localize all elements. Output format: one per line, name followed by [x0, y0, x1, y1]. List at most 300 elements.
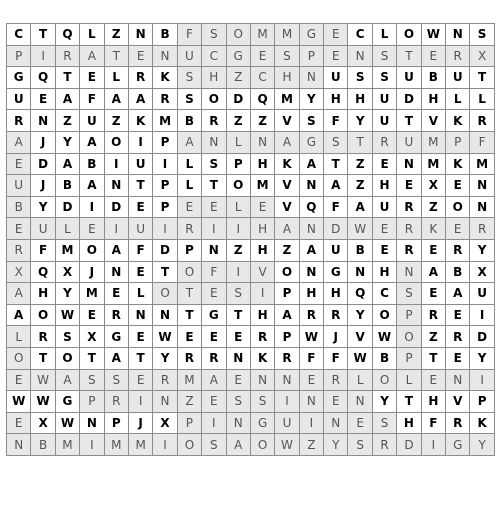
- grid-cell[interactable]: N: [104, 261, 128, 283]
- grid-cell[interactable]: S: [250, 391, 274, 413]
- grid-cell[interactable]: N: [299, 67, 323, 89]
- grid-cell[interactable]: Y: [324, 434, 348, 456]
- grid-cell[interactable]: B: [348, 239, 372, 261]
- grid-cell[interactable]: M: [275, 24, 299, 46]
- grid-cell[interactable]: X: [31, 412, 55, 434]
- grid-cell[interactable]: P: [397, 304, 421, 326]
- grid-cell[interactable]: N: [153, 391, 177, 413]
- grid-cell[interactable]: G: [226, 45, 250, 67]
- grid-cell[interactable]: M: [250, 24, 274, 46]
- grid-cell[interactable]: M: [250, 175, 274, 197]
- grid-cell[interactable]: T: [128, 175, 152, 197]
- grid-cell[interactable]: B: [7, 196, 31, 218]
- grid-cell[interactable]: F: [324, 347, 348, 369]
- grid-cell[interactable]: M: [128, 434, 152, 456]
- grid-cell[interactable]: A: [324, 175, 348, 197]
- grid-cell[interactable]: M: [55, 434, 79, 456]
- grid-cell[interactable]: S: [372, 412, 396, 434]
- grid-cell[interactable]: E: [104, 283, 128, 305]
- grid-cell[interactable]: Z: [250, 110, 274, 132]
- grid-cell[interactable]: Z: [226, 239, 250, 261]
- grid-cell[interactable]: Q: [299, 196, 323, 218]
- grid-cell[interactable]: Y: [470, 434, 494, 456]
- grid-cell[interactable]: M: [153, 110, 177, 132]
- grid-cell[interactable]: T: [80, 347, 104, 369]
- grid-cell[interactable]: E: [446, 347, 470, 369]
- grid-cell[interactable]: H: [348, 88, 372, 110]
- grid-cell[interactable]: L: [80, 24, 104, 46]
- grid-cell[interactable]: J: [31, 175, 55, 197]
- grid-cell[interactable]: Y: [55, 283, 79, 305]
- grid-cell[interactable]: W: [372, 326, 396, 348]
- grid-cell[interactable]: I: [202, 412, 226, 434]
- grid-cell[interactable]: L: [372, 24, 396, 46]
- grid-cell[interactable]: G: [299, 24, 323, 46]
- grid-cell[interactable]: H: [275, 67, 299, 89]
- grid-cell[interactable]: N: [202, 131, 226, 153]
- grid-cell[interactable]: R: [7, 239, 31, 261]
- grid-cell[interactable]: E: [250, 196, 274, 218]
- grid-cell[interactable]: M: [80, 283, 104, 305]
- grid-cell[interactable]: N: [397, 153, 421, 175]
- grid-cell[interactable]: R: [250, 326, 274, 348]
- grid-cell[interactable]: C: [7, 24, 31, 46]
- grid-cell[interactable]: W: [31, 369, 55, 391]
- grid-cell[interactable]: E: [226, 326, 250, 348]
- grid-cell[interactable]: N: [299, 218, 323, 240]
- grid-cell[interactable]: X: [470, 45, 494, 67]
- grid-cell[interactable]: A: [348, 196, 372, 218]
- grid-cell[interactable]: G: [7, 67, 31, 89]
- grid-cell[interactable]: R: [397, 196, 421, 218]
- grid-cell[interactable]: A: [128, 88, 152, 110]
- grid-cell[interactable]: P: [80, 391, 104, 413]
- grid-cell[interactable]: U: [7, 175, 31, 197]
- grid-cell[interactable]: I: [226, 261, 250, 283]
- grid-cell[interactable]: G: [250, 412, 274, 434]
- grid-cell[interactable]: X: [153, 412, 177, 434]
- grid-cell[interactable]: S: [55, 326, 79, 348]
- grid-cell[interactable]: R: [177, 347, 201, 369]
- grid-cell[interactable]: N: [7, 434, 31, 456]
- grid-cell[interactable]: D: [397, 434, 421, 456]
- grid-cell[interactable]: W: [348, 218, 372, 240]
- grid-cell[interactable]: V: [421, 110, 445, 132]
- grid-cell[interactable]: J: [324, 326, 348, 348]
- grid-cell[interactable]: T: [421, 347, 445, 369]
- grid-cell[interactable]: N: [446, 369, 470, 391]
- grid-cell[interactable]: E: [226, 369, 250, 391]
- grid-cell[interactable]: A: [104, 347, 128, 369]
- grid-cell[interactable]: A: [177, 131, 201, 153]
- grid-cell[interactable]: S: [202, 153, 226, 175]
- grid-cell[interactable]: O: [202, 88, 226, 110]
- grid-cell[interactable]: J: [128, 412, 152, 434]
- grid-cell[interactable]: T: [397, 391, 421, 413]
- grid-cell[interactable]: I: [153, 434, 177, 456]
- grid-cell[interactable]: N: [153, 45, 177, 67]
- grid-cell[interactable]: K: [250, 347, 274, 369]
- grid-cell[interactable]: T: [104, 45, 128, 67]
- grid-cell[interactable]: R: [372, 434, 396, 456]
- grid-cell[interactable]: N: [202, 239, 226, 261]
- grid-cell[interactable]: T: [55, 67, 79, 89]
- grid-cell[interactable]: H: [372, 175, 396, 197]
- grid-cell[interactable]: S: [397, 283, 421, 305]
- grid-cell[interactable]: E: [177, 196, 201, 218]
- grid-cell[interactable]: B: [177, 110, 201, 132]
- grid-cell[interactable]: P: [153, 175, 177, 197]
- grid-cell[interactable]: W: [55, 304, 79, 326]
- grid-cell[interactable]: G: [446, 434, 470, 456]
- grid-cell[interactable]: O: [7, 347, 31, 369]
- grid-cell[interactable]: I: [226, 218, 250, 240]
- grid-cell[interactable]: A: [226, 434, 250, 456]
- grid-cell[interactable]: Y: [470, 347, 494, 369]
- grid-cell[interactable]: G: [202, 304, 226, 326]
- grid-cell[interactable]: I: [153, 153, 177, 175]
- grid-cell[interactable]: F: [128, 239, 152, 261]
- grid-cell[interactable]: T: [177, 304, 201, 326]
- grid-cell[interactable]: E: [299, 369, 323, 391]
- grid-cell[interactable]: D: [397, 88, 421, 110]
- grid-cell[interactable]: S: [299, 110, 323, 132]
- grid-cell[interactable]: I: [80, 196, 104, 218]
- grid-cell[interactable]: O: [55, 347, 79, 369]
- grid-cell[interactable]: F: [202, 261, 226, 283]
- grid-cell[interactable]: O: [31, 304, 55, 326]
- grid-cell[interactable]: H: [250, 218, 274, 240]
- grid-cell[interactable]: A: [202, 369, 226, 391]
- grid-cell[interactable]: K: [446, 110, 470, 132]
- grid-cell[interactable]: L: [348, 369, 372, 391]
- grid-cell[interactable]: N: [226, 412, 250, 434]
- grid-cell[interactable]: L: [104, 67, 128, 89]
- grid-cell[interactable]: N: [31, 110, 55, 132]
- grid-cell[interactable]: N: [348, 391, 372, 413]
- grid-cell[interactable]: S: [80, 369, 104, 391]
- grid-cell[interactable]: E: [446, 218, 470, 240]
- grid-cell[interactable]: K: [128, 110, 152, 132]
- grid-cell[interactable]: H: [250, 153, 274, 175]
- grid-cell[interactable]: S: [372, 45, 396, 67]
- grid-cell[interactable]: A: [55, 153, 79, 175]
- grid-cell[interactable]: K: [470, 412, 494, 434]
- grid-cell[interactable]: N: [128, 24, 152, 46]
- grid-cell[interactable]: F: [470, 131, 494, 153]
- grid-cell[interactable]: Z: [421, 196, 445, 218]
- grid-cell[interactable]: E: [7, 369, 31, 391]
- grid-cell[interactable]: Y: [348, 304, 372, 326]
- grid-cell[interactable]: Z: [55, 110, 79, 132]
- grid-cell[interactable]: R: [397, 239, 421, 261]
- grid-cell[interactable]: O: [446, 196, 470, 218]
- grid-cell[interactable]: B: [421, 67, 445, 89]
- grid-cell[interactable]: Z: [177, 391, 201, 413]
- grid-cell[interactable]: C: [348, 24, 372, 46]
- grid-cell[interactable]: A: [80, 45, 104, 67]
- grid-cell[interactable]: E: [128, 45, 152, 67]
- grid-cell[interactable]: Z: [226, 67, 250, 89]
- grid-cell[interactable]: S: [470, 24, 494, 46]
- grid-cell[interactable]: N: [470, 196, 494, 218]
- grid-cell[interactable]: I: [128, 391, 152, 413]
- grid-cell[interactable]: L: [470, 88, 494, 110]
- grid-cell[interactable]: A: [55, 88, 79, 110]
- grid-cell[interactable]: Z: [104, 24, 128, 46]
- grid-cell[interactable]: B: [372, 347, 396, 369]
- grid-cell[interactable]: A: [55, 369, 79, 391]
- grid-cell[interactable]: C: [202, 45, 226, 67]
- grid-cell[interactable]: A: [80, 131, 104, 153]
- grid-cell[interactable]: Z: [348, 175, 372, 197]
- grid-cell[interactable]: V: [250, 261, 274, 283]
- grid-cell[interactable]: C: [250, 67, 274, 89]
- grid-cell[interactable]: N: [153, 304, 177, 326]
- grid-cell[interactable]: D: [31, 153, 55, 175]
- grid-cell[interactable]: R: [470, 218, 494, 240]
- grid-cell[interactable]: N: [324, 412, 348, 434]
- grid-cell[interactable]: D: [324, 218, 348, 240]
- grid-cell[interactable]: N: [250, 131, 274, 153]
- grid-cell[interactable]: S: [348, 434, 372, 456]
- grid-cell[interactable]: T: [324, 153, 348, 175]
- grid-cell[interactable]: M: [104, 434, 128, 456]
- grid-cell[interactable]: D: [104, 196, 128, 218]
- grid-cell[interactable]: K: [446, 153, 470, 175]
- grid-cell[interactable]: L: [226, 131, 250, 153]
- grid-cell[interactable]: Q: [55, 24, 79, 46]
- grid-cell[interactable]: V: [275, 196, 299, 218]
- grid-cell[interactable]: I: [275, 391, 299, 413]
- grid-cell[interactable]: A: [7, 131, 31, 153]
- grid-cell[interactable]: P: [104, 412, 128, 434]
- grid-cell[interactable]: U: [397, 67, 421, 89]
- grid-cell[interactable]: E: [128, 261, 152, 283]
- grid-cell[interactable]: W: [55, 412, 79, 434]
- grid-cell[interactable]: L: [177, 175, 201, 197]
- grid-cell[interactable]: P: [470, 391, 494, 413]
- grid-cell[interactable]: R: [324, 369, 348, 391]
- grid-cell[interactable]: H: [250, 239, 274, 261]
- grid-cell[interactable]: I: [299, 412, 323, 434]
- grid-cell[interactable]: R: [446, 239, 470, 261]
- grid-cell[interactable]: O: [250, 434, 274, 456]
- grid-cell[interactable]: O: [80, 239, 104, 261]
- grid-cell[interactable]: L: [446, 88, 470, 110]
- grid-cell[interactable]: E: [421, 369, 445, 391]
- grid-cell[interactable]: I: [202, 218, 226, 240]
- grid-cell[interactable]: E: [128, 369, 152, 391]
- grid-cell[interactable]: X: [55, 261, 79, 283]
- grid-cell[interactable]: T: [177, 283, 201, 305]
- grid-cell[interactable]: Y: [55, 131, 79, 153]
- grid-cell[interactable]: N: [348, 45, 372, 67]
- grid-cell[interactable]: V: [275, 175, 299, 197]
- grid-cell[interactable]: P: [177, 239, 201, 261]
- grid-cell[interactable]: B: [153, 24, 177, 46]
- grid-cell[interactable]: N: [299, 391, 323, 413]
- grid-cell[interactable]: R: [202, 110, 226, 132]
- grid-cell[interactable]: Z: [421, 326, 445, 348]
- grid-cell[interactable]: A: [299, 239, 323, 261]
- grid-cell[interactable]: J: [80, 261, 104, 283]
- grid-cell[interactable]: E: [324, 391, 348, 413]
- grid-cell[interactable]: E: [128, 326, 152, 348]
- grid-cell[interactable]: U: [7, 88, 31, 110]
- grid-cell[interactable]: U: [324, 239, 348, 261]
- grid-cell[interactable]: D: [55, 196, 79, 218]
- grid-cell[interactable]: M: [421, 153, 445, 175]
- grid-cell[interactable]: Y: [470, 239, 494, 261]
- grid-cell[interactable]: T: [31, 24, 55, 46]
- grid-cell[interactable]: E: [80, 218, 104, 240]
- grid-cell[interactable]: M: [177, 369, 201, 391]
- grid-cell[interactable]: S: [226, 283, 250, 305]
- grid-cell[interactable]: O: [397, 24, 421, 46]
- grid-cell[interactable]: E: [421, 283, 445, 305]
- grid-cell[interactable]: H: [421, 88, 445, 110]
- grid-cell[interactable]: I: [80, 434, 104, 456]
- grid-cell[interactable]: I: [104, 218, 128, 240]
- grid-cell[interactable]: T: [153, 261, 177, 283]
- grid-cell[interactable]: E: [372, 218, 396, 240]
- grid-cell[interactable]: E: [202, 196, 226, 218]
- grid-cell[interactable]: E: [202, 283, 226, 305]
- grid-cell[interactable]: N: [348, 261, 372, 283]
- grid-cell[interactable]: X: [80, 326, 104, 348]
- grid-cell[interactable]: Q: [250, 88, 274, 110]
- grid-cell[interactable]: Z: [275, 239, 299, 261]
- grid-cell[interactable]: E: [421, 239, 445, 261]
- grid-cell[interactable]: Y: [153, 347, 177, 369]
- grid-cell[interactable]: A: [7, 304, 31, 326]
- grid-cell[interactable]: A: [275, 131, 299, 153]
- grid-cell[interactable]: T: [348, 131, 372, 153]
- grid-cell[interactable]: O: [153, 283, 177, 305]
- grid-cell[interactable]: X: [470, 261, 494, 283]
- grid-cell[interactable]: A: [421, 261, 445, 283]
- grid-cell[interactable]: G: [299, 131, 323, 153]
- grid-cell[interactable]: U: [80, 110, 104, 132]
- grid-cell[interactable]: R: [128, 67, 152, 89]
- grid-cell[interactable]: S: [177, 67, 201, 89]
- grid-cell[interactable]: B: [31, 434, 55, 456]
- grid-cell[interactable]: I: [470, 369, 494, 391]
- grid-cell[interactable]: F: [177, 24, 201, 46]
- grid-cell[interactable]: I: [153, 218, 177, 240]
- grid-cell[interactable]: P: [226, 153, 250, 175]
- grid-cell[interactable]: Y: [372, 391, 396, 413]
- grid-cell[interactable]: T: [128, 347, 152, 369]
- grid-cell[interactable]: I: [250, 283, 274, 305]
- grid-cell[interactable]: U: [128, 218, 152, 240]
- grid-cell[interactable]: H: [250, 304, 274, 326]
- grid-cell[interactable]: U: [470, 283, 494, 305]
- grid-cell[interactable]: L: [7, 326, 31, 348]
- grid-cell[interactable]: N: [470, 175, 494, 197]
- grid-cell[interactable]: R: [177, 218, 201, 240]
- grid-cell[interactable]: W: [299, 326, 323, 348]
- grid-cell[interactable]: R: [202, 347, 226, 369]
- grid-cell[interactable]: X: [421, 175, 445, 197]
- grid-cell[interactable]: R: [397, 218, 421, 240]
- grid-cell[interactable]: U: [275, 412, 299, 434]
- grid-cell[interactable]: R: [104, 304, 128, 326]
- grid-cell[interactable]: R: [104, 391, 128, 413]
- grid-cell[interactable]: R: [324, 304, 348, 326]
- grid-cell[interactable]: E: [446, 304, 470, 326]
- grid-cell[interactable]: R: [446, 45, 470, 67]
- grid-cell[interactable]: S: [275, 45, 299, 67]
- grid-cell[interactable]: F: [324, 196, 348, 218]
- grid-cell[interactable]: N: [128, 304, 152, 326]
- grid-cell[interactable]: H: [299, 283, 323, 305]
- grid-cell[interactable]: V: [348, 326, 372, 348]
- grid-cell[interactable]: E: [202, 391, 226, 413]
- grid-cell[interactable]: W: [421, 24, 445, 46]
- grid-cell[interactable]: O: [226, 175, 250, 197]
- grid-cell[interactable]: H: [397, 412, 421, 434]
- grid-cell[interactable]: H: [202, 67, 226, 89]
- grid-cell[interactable]: O: [177, 261, 201, 283]
- grid-cell[interactable]: B: [55, 175, 79, 197]
- grid-cell[interactable]: U: [177, 45, 201, 67]
- grid-cell[interactable]: U: [397, 131, 421, 153]
- grid-cell[interactable]: T: [226, 304, 250, 326]
- grid-cell[interactable]: E: [397, 175, 421, 197]
- grid-cell[interactable]: S: [104, 369, 128, 391]
- grid-cell[interactable]: X: [7, 261, 31, 283]
- grid-cell[interactable]: P: [275, 326, 299, 348]
- grid-cell[interactable]: T: [31, 347, 55, 369]
- grid-cell[interactable]: Z: [299, 434, 323, 456]
- grid-cell[interactable]: M: [421, 131, 445, 153]
- grid-cell[interactable]: U: [324, 67, 348, 89]
- grid-cell[interactable]: U: [31, 218, 55, 240]
- grid-cell[interactable]: U: [372, 110, 396, 132]
- grid-cell[interactable]: Z: [226, 110, 250, 132]
- grid-cell[interactable]: Q: [31, 67, 55, 89]
- grid-cell[interactable]: P: [397, 347, 421, 369]
- grid-cell[interactable]: G: [104, 326, 128, 348]
- grid-cell[interactable]: U: [446, 67, 470, 89]
- grid-cell[interactable]: P: [299, 45, 323, 67]
- grid-cell[interactable]: R: [55, 45, 79, 67]
- grid-cell[interactable]: E: [348, 412, 372, 434]
- grid-cell[interactable]: F: [299, 347, 323, 369]
- grid-cell[interactable]: N: [299, 261, 323, 283]
- grid-cell[interactable]: E: [7, 153, 31, 175]
- grid-cell[interactable]: O: [104, 131, 128, 153]
- grid-cell[interactable]: O: [177, 434, 201, 456]
- grid-cell[interactable]: H: [31, 283, 55, 305]
- grid-cell[interactable]: R: [470, 110, 494, 132]
- grid-cell[interactable]: A: [104, 239, 128, 261]
- grid-cell[interactable]: R: [446, 412, 470, 434]
- grid-cell[interactable]: T: [202, 175, 226, 197]
- grid-cell[interactable]: O: [372, 369, 396, 391]
- grid-cell[interactable]: K: [153, 67, 177, 89]
- grid-cell[interactable]: E: [372, 153, 396, 175]
- grid-cell[interactable]: F: [80, 88, 104, 110]
- grid-cell[interactable]: E: [80, 304, 104, 326]
- grid-cell[interactable]: W: [153, 326, 177, 348]
- grid-cell[interactable]: I: [128, 131, 152, 153]
- grid-cell[interactable]: I: [470, 304, 494, 326]
- grid-cell[interactable]: N: [299, 175, 323, 197]
- grid-cell[interactable]: Z: [348, 153, 372, 175]
